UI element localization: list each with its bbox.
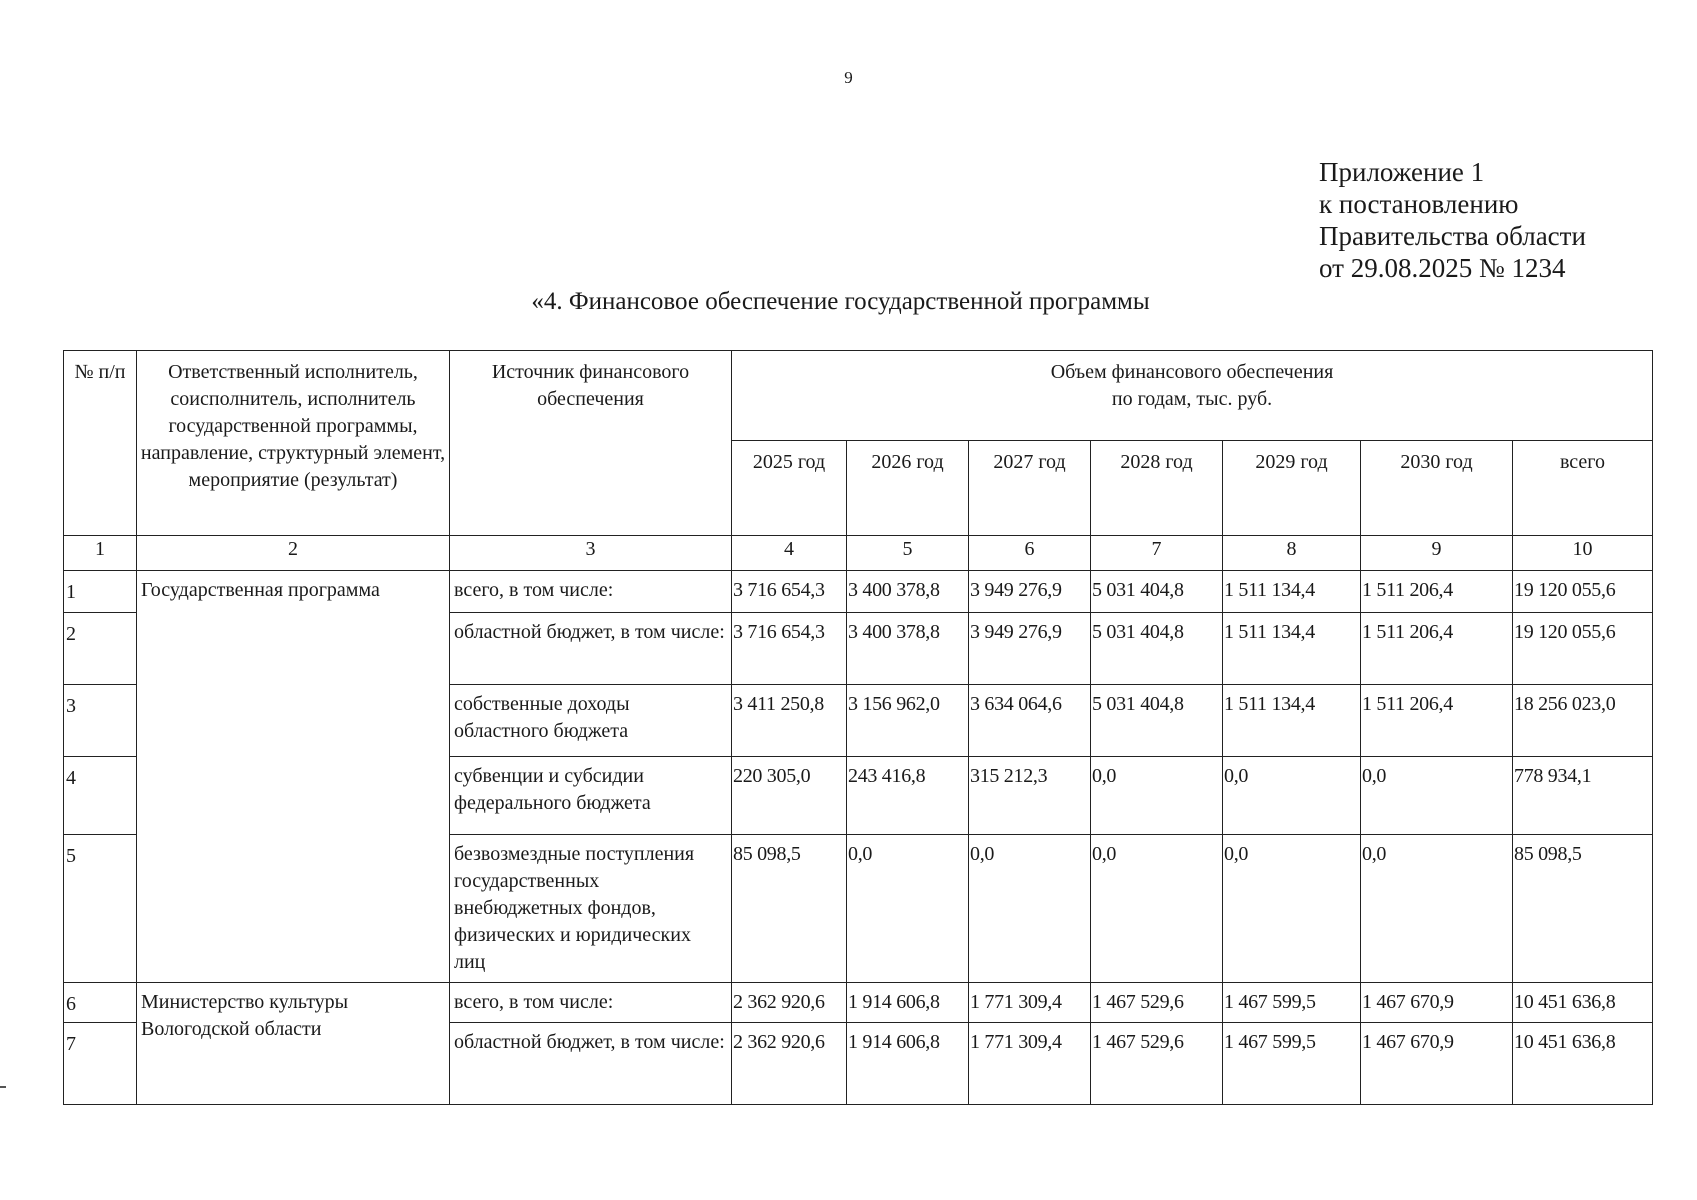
source-cell: собственные доходы областного бюджета [450, 685, 732, 757]
year-value-cell: 5 031 404,8 [1091, 685, 1223, 757]
appendix-line: Правительства области [1319, 221, 1586, 251]
year-value-cell: 3 411 250,8 [732, 685, 847, 757]
source-cell: всего, в том числе: [450, 571, 732, 613]
year-value-cell: 3 400 378,8 [847, 613, 969, 685]
year-value-cell: 5 031 404,8 [1091, 613, 1223, 685]
column-number: 7 [1091, 536, 1223, 571]
total-value-cell: 18 256 023,0 [1513, 685, 1653, 757]
year-value-cell: 1 467 599,5 [1223, 983, 1361, 1023]
year-value-cell: 3 716 654,3 [732, 571, 847, 613]
column-number: 6 [969, 536, 1091, 571]
year-value-cell: 0,0 [1223, 835, 1361, 983]
year-value-cell: 1 467 529,6 [1091, 983, 1223, 1023]
year-value-cell: 0,0 [969, 835, 1091, 983]
row-number: 1 [64, 571, 137, 613]
year-value-cell: 1 467 529,6 [1091, 1023, 1223, 1105]
source-cell: всего, в том числе: [450, 983, 732, 1023]
column-number: 10 [1513, 536, 1653, 571]
executor-cell: Министерство культуры Вологодской области [137, 983, 450, 1105]
scan-edge-mark [0, 1086, 6, 1088]
row-number: 2 [64, 613, 137, 685]
year-value-cell: 0,0 [1091, 757, 1223, 835]
source-cell: областной бюджет, в том числе: [450, 613, 732, 685]
appendix-line: Приложение 1 [1319, 157, 1485, 187]
year-value-cell: 1 511 134,4 [1223, 571, 1361, 613]
year-value-cell: 3 949 276,9 [969, 613, 1091, 685]
page-number: 9 [844, 68, 853, 87]
total-value-cell: 19 120 055,6 [1513, 613, 1653, 685]
row-number: 5 [64, 835, 137, 983]
total-value-cell: 85 098,5 [1513, 835, 1653, 983]
year-value-cell: 1 511 206,4 [1361, 685, 1513, 757]
header-no: № п/п [64, 351, 137, 536]
column-number: 3 [450, 536, 732, 571]
year-value-cell: 3 400 378,8 [847, 571, 969, 613]
year-value-cell: 1 771 309,4 [969, 983, 1091, 1023]
year-value-cell: 0,0 [1361, 835, 1513, 983]
year-value-cell: 1 511 134,4 [1223, 685, 1361, 757]
appendix-line: от 29.08.2025 № 1234 [1319, 253, 1566, 283]
header-year: 2029 год [1223, 441, 1361, 536]
table-body [64, 571, 1653, 1105]
section-title [0, 288, 1697, 316]
total-value-cell: 778 934,1 [1513, 757, 1653, 835]
year-value-cell: 1 511 206,4 [1361, 571, 1513, 613]
year-value-cell: 3 634 064,6 [969, 685, 1091, 757]
column-number: 4 [732, 536, 847, 571]
column-number: 8 [1223, 536, 1361, 571]
year-value-cell: 315 212,3 [969, 757, 1091, 835]
year-value-cell: 3 949 276,9 [969, 571, 1091, 613]
financing-table [63, 350, 1653, 1105]
header-volume-line: Объем финансового обеспечения [1050, 361, 1334, 383]
year-value-cell: 1 914 606,8 [847, 983, 969, 1023]
year-value-cell: 1 771 309,4 [969, 1023, 1091, 1105]
year-value-cell: 0,0 [1091, 835, 1223, 983]
total-value-cell: 10 451 636,8 [1513, 1023, 1653, 1105]
header-volume-line: по годам, тыс. руб. [1111, 388, 1273, 410]
appendix-block [1319, 156, 1586, 284]
total-value-cell: 19 120 055,6 [1513, 571, 1653, 613]
source-cell: субвенции и субсидии федерального бюджета [450, 757, 732, 835]
year-value-cell: 1 914 606,8 [847, 1023, 969, 1105]
year-value-cell: 5 031 404,8 [1091, 571, 1223, 613]
year-value-cell: 1 467 670,9 [1361, 1023, 1513, 1105]
source-cell: областной бюджет, в том числе: [450, 1023, 732, 1105]
header-year: 2027 год [969, 441, 1091, 536]
row-number: 4 [64, 757, 137, 835]
appendix-line: к постановлению [1319, 189, 1519, 219]
column-number: 9 [1361, 536, 1513, 571]
total-value-cell: 10 451 636,8 [1513, 983, 1653, 1023]
table-row [64, 983, 1653, 1023]
header-total: всего [1513, 441, 1653, 536]
column-number-row [64, 536, 1653, 571]
column-number: 1 [64, 536, 137, 571]
year-value-cell: 1 467 599,5 [1223, 1023, 1361, 1105]
year-value-cell: 1 467 670,9 [1361, 983, 1513, 1023]
row-number: 7 [64, 1023, 137, 1105]
column-number: 5 [847, 536, 969, 571]
table-row [64, 571, 1653, 613]
year-value-cell: 0,0 [1361, 757, 1513, 835]
year-value-cell: 243 416,8 [847, 757, 969, 835]
executor-cell: Государственная программа [137, 571, 450, 983]
section-title-text: «4. Финансовое обеспечение государственной программы [531, 288, 1150, 315]
header-year: 2028 год [1091, 441, 1223, 536]
row-number: 6 [64, 983, 137, 1023]
header-executor: Ответственный исполнитель, соисполнитель, исполнитель государственной программы, направление, структурный элемент, мероприятие (результат) [137, 351, 450, 536]
header-year: 2026 год [847, 441, 969, 536]
year-value-cell: 0,0 [847, 835, 969, 983]
header-volume [732, 351, 1653, 441]
source-cell: безвозмездные поступления государственных внебюджетных фондов, физических и юридических лиц [450, 835, 732, 983]
year-value-cell: 3 716 654,3 [732, 613, 847, 685]
header-year: 2030 год [1361, 441, 1513, 536]
row-number: 3 [64, 685, 137, 757]
year-value-cell: 2 362 920,6 [732, 1023, 847, 1105]
column-number: 2 [137, 536, 450, 571]
year-value-cell: 2 362 920,6 [732, 983, 847, 1023]
year-value-cell: 1 511 134,4 [1223, 613, 1361, 685]
header-source: Источник финансового обеспечения [450, 351, 732, 536]
year-value-cell: 85 098,5 [732, 835, 847, 983]
year-value-cell: 1 511 206,4 [1361, 613, 1513, 685]
year-value-cell: 3 156 962,0 [847, 685, 969, 757]
year-value-cell: 0,0 [1223, 757, 1361, 835]
header-year: 2025 год [732, 441, 847, 536]
year-value-cell: 220 305,0 [732, 757, 847, 835]
